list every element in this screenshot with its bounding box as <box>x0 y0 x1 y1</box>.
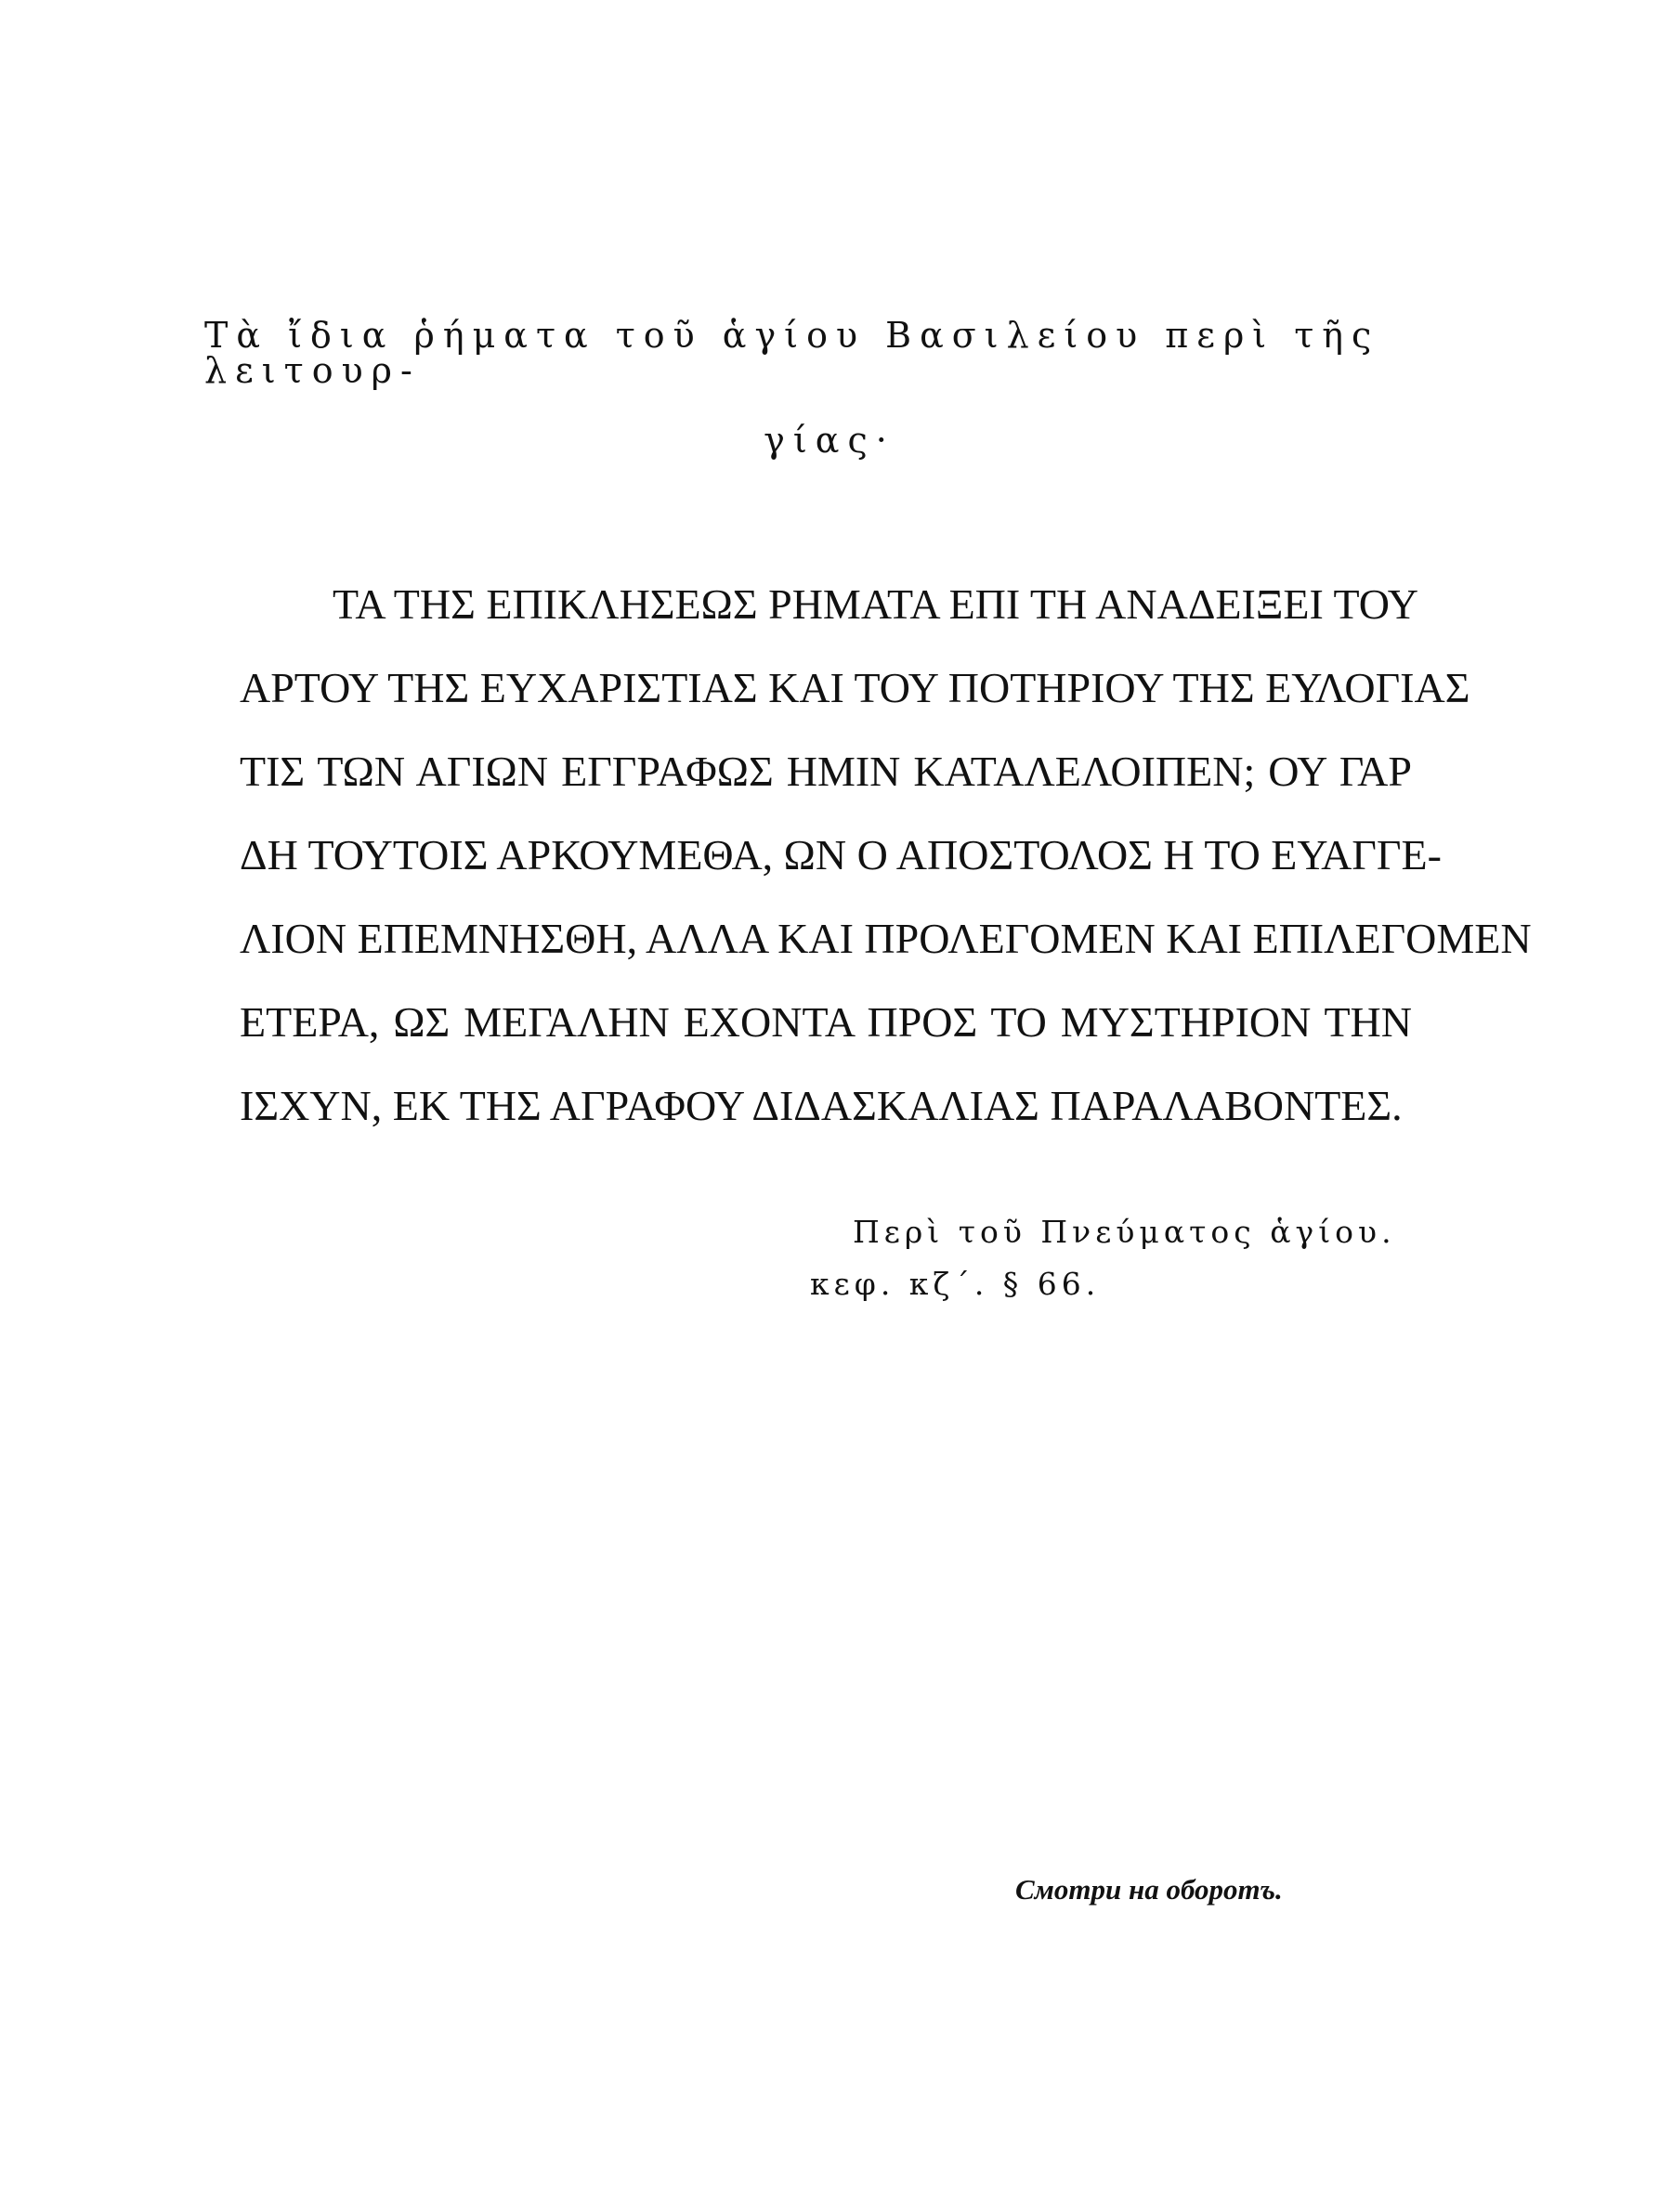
source-reference: κεφ. κζ΄. § 66. <box>810 1266 1101 1302</box>
see-overleaf-note: Смотри на оборотъ. <box>1015 1873 1283 1906</box>
quote-line: ΕΤΕΡΑ, ΩΣ ΜΕΓΑΛΗΝ ΕΧΟΝΤΑ ΠΡΟΣ ΤΟ ΜΥΣΤΗΡΙΟΝ ΤΗΝ <box>240 998 1412 1046</box>
quote-line: ΤΑ ΤΗΣ ΕΠΙΚΛΗΣΕΩΣ ΡΗΜΑΤΑ ΕΠΙ ΤΗ ΑΝΑΔΕΙΞΕΙ ΤΟΥ <box>333 580 1418 628</box>
quote-line: ΔΗ ΤΟΥΤΟΙΣ ΑΡΚΟΥΜΕΘΑ, ΩΝ Ο ΑΠΟΣΤΟΛΟΣ Η ΤΟ ΕΥΑΓΓΕ- <box>240 831 1442 878</box>
quote-line: ΑΡΤΟΥ ΤΗΣ ΕΥΧΑΡΙΣΤΙΑΣ ΚΑΙ ΤΟΥ ΠΟΤΗΡΙΟΥ ΤΗΣ ΕΥΛΟΓΙΑΣ <box>240 664 1470 711</box>
quote-line: ΛΙΟΝ ΕΠΕΜΝΗΣΘΗ, ΑΛΛΑ ΚΑΙ ΠΡΟΛΕΓΟΜΕΝ ΚΑΙ ΕΠΙΛΕΓΟΜΕΝ <box>240 915 1532 962</box>
quote-line: ΤΙΣ ΤΩΝ ΑΓΙΩΝ ΕΓΓΡΑΦΩΣ ΗΜΙΝ ΚΑΤΑΛΕΛΟΙΠΕΝ; ΟΥ ΓΑΡ <box>240 748 1412 795</box>
quote-line: ΙΣΧΥΝ, ΕΚ ΤΗΣ ΑΓΡΑΦΟΥ ΔΙΔΑΣΚΑΛΙΑΣ ΠΑΡΑΛΑΒΟΝΤΕΣ. <box>240 1082 1403 1129</box>
source-title: Περὶ τοῦ Πνεύματος ἁγίου. <box>853 1214 1396 1250</box>
heading-line-1: Τὰ ἴδια ῥήματα τοῦ ἁγίου Βασιλείου περὶ τῆς λειτουρ- <box>204 315 1380 391</box>
heading-line-2: γίας· <box>764 420 895 461</box>
